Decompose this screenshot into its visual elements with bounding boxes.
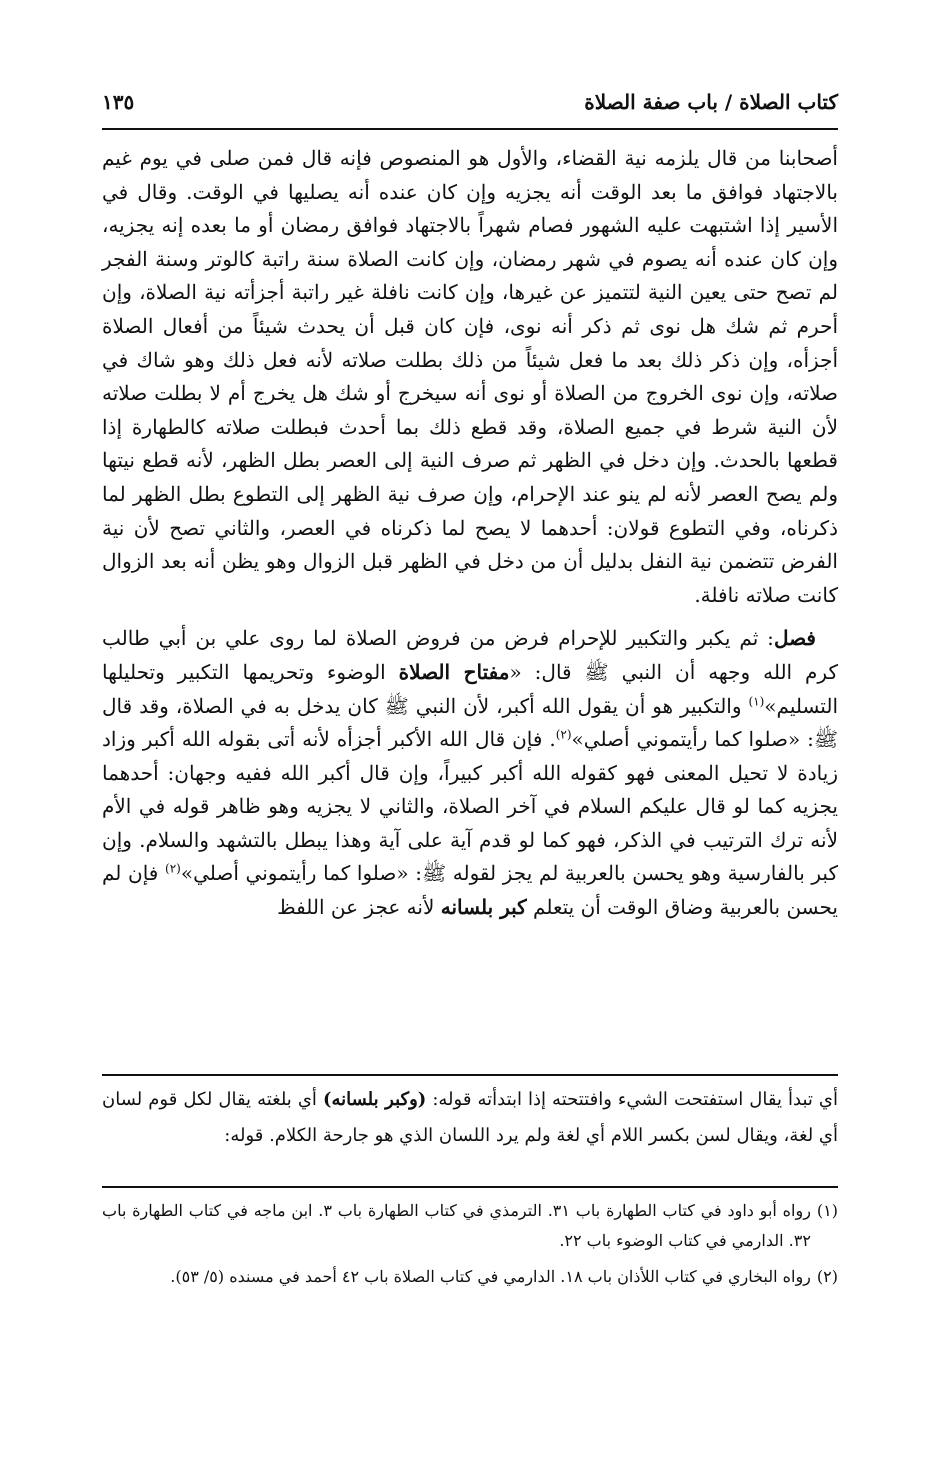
page-number: ١٣٥: [102, 90, 135, 114]
footnote-ref-2[interactable]: (٢): [555, 727, 572, 742]
main-text: [102, 142, 838, 925]
paragraph-2-part-e: فإن لم يحسن بالعربية وضاق الوقت أن يتعلم: [102, 861, 838, 920]
hadith-keyword: مفتاح الصلاة: [398, 659, 510, 684]
commentary-part-a: أي تبدأ يقال استفتحت الشيء وافتتحته إذا ابتدأته قوله:: [426, 1089, 838, 1110]
commented-phrase: كبر بلسانه: [440, 895, 527, 920]
paragraph-2-part-a: : ثم يكبر والتكبير للإحرام فرض من فروض الصلاة لما روى علي بن أبي طالب كرم الله وجهه أن النبي ﷺ قال: «: [102, 626, 838, 684]
footnotes-divider: [102, 1186, 838, 1188]
commentary-text: [102, 1082, 838, 1154]
section-label: فصل: [773, 626, 816, 651]
footnote-number: (١): [816, 1201, 838, 1220]
footnote-text: رواه البخاري في كتاب اللأذان باب ١٨. الدارمي في كتاب الصلاة باب ٤٢ أحمد في مسنده (٥/ ٥٣).: [170, 1267, 811, 1286]
commentary: [102, 1082, 838, 1154]
commentary-divider: [102, 1074, 838, 1076]
footnote-item: [102, 1262, 838, 1292]
page-header: [102, 88, 838, 130]
commentary-part-b: أي بلغته يقال لكل قوم لسان أي لغة، ويقال لسن بكسر اللام أي لغة ولم يرد اللسان الذي هو جارحة الكلام. قوله:: [102, 1089, 838, 1146]
footnote-ref-2-repeat[interactable]: (٢): [165, 861, 181, 876]
footnote-text: رواه أبو داود في كتاب الطهارة باب ٣١. الترمذي في كتاب الطهارة باب ٣. ابن ماجه في كتاب الطهارة باب ٣٢. الدارمي في كتاب الوضوء باب ٢٢.: [102, 1201, 811, 1250]
footnote-item: [102, 1196, 838, 1256]
paragraph-2-part-c: والتكبير هو أن يقول الله أكبر، لأن النبي ﷺ كان يدخل به في الصلاة، وقد قال ﷺ: «صلوا كما رأيتموني أصلي»: [102, 693, 838, 752]
footnote-ref-1[interactable]: (١): [748, 693, 765, 708]
paragraph-2-part-b: الوضوء وتحريمها التكبير وتحليلها التسليم»: [102, 659, 838, 718]
footnotes: [102, 1196, 838, 1298]
commentary-keyword: (وكبر بلسانه): [322, 1089, 427, 1110]
paragraph-1: أصحابنا من قال يلزمه نية القضاء، والأول هو المنصوص فإنه قال فمن صلى في يوم غيم بالاجتهاد فوافق ما بعد الوقت أنه يجزيه وإن كان عنده أنه يصليها في الوقت. وقال في الأسير إذا اشتبهت عليه الشهور فصام شهراً بالاجتهاد فوافق رمضان أو ما بعده إنه يجزيه، وإن كان عنده أنه يصوم في شهر رمضان، وإن كانت الصلاة سنة راتبة كالوتر وسنة الفجر لم تصح حتى يعين النية لتتميز عن غيرها، وإن كانت نافلة غير راتبة أجزأته نية الصلاة، وإن أحرم ثم شك هل نوى ثم ذكر أنه نوى، فإن كان قبل أن يحدث شيئاً من أفعال الصلاة أجزأه، وإن ذكر ذلك بعد ما فعل شيئاً من ذلك بطلت صلاته لأنه فعل ذلك وهو شاك في صلاته، وإن نوى الخروج من الصلاة أو نوى أنه سيخرج أو شك هل يخرج أم لا بطلت صلاته لأن النية شرط في جميع الصلاة، وقد قطع ذلك بما أحدث فبطلت صلاته كالطهارة إذا قطعها بالحدث. وإن دخل في الظهر ثم صرف النية إلى العصر بطل الظهر، لأنه قطع نيتها ولم يصح العصر لأنه لم ينو عند الإحرام، وإن صرف نية الظهر إلى التطوع بطل الظهر لما ذكرناه، وفي التطوع قولان: أحدهما لا يصح لما ذكرناه في العصر، والثاني تصح لأن نية الفرض تتضمن نية النفل بدليل أن من دخل في الظهر قبل الزوال وهو يظن أنه بعد الزوال كانت صلاته نافلة.: [102, 146, 838, 607]
footnote-number: (٢): [816, 1267, 838, 1286]
paragraph-2-part-f: لأنه عجز عن اللفظ: [277, 895, 441, 920]
running-title: كتاب الصلاة / باب صفة الصلاة: [584, 90, 838, 114]
paragraph-2: [102, 622, 838, 924]
paragraph-2-part-d: . فإن قال الله الأكبر أجزأه لأنه أتى بقوله الله أكبر وزاد زيادة لا تحيل المعنى فهو كقوله الله أكبر كبيراً، وإن قال أكبر الله ففيه وجهان: أحدهما يجزيه كما لو قال عليكم السلام في آخر الصلاة، والثاني لا يجزيه وهو ظاهر قوله في الأم لأنه ترك الترتيب في الذكر، فهو كما لو قدم آية على آية وهذا يبطل بالتشهد والسلام. وإن كبر بالفارسية وهو يحسن بالعربية لم يجز لقوله ﷺ: «صلوا كما رأيتموني أصلي»: [102, 727, 839, 886]
